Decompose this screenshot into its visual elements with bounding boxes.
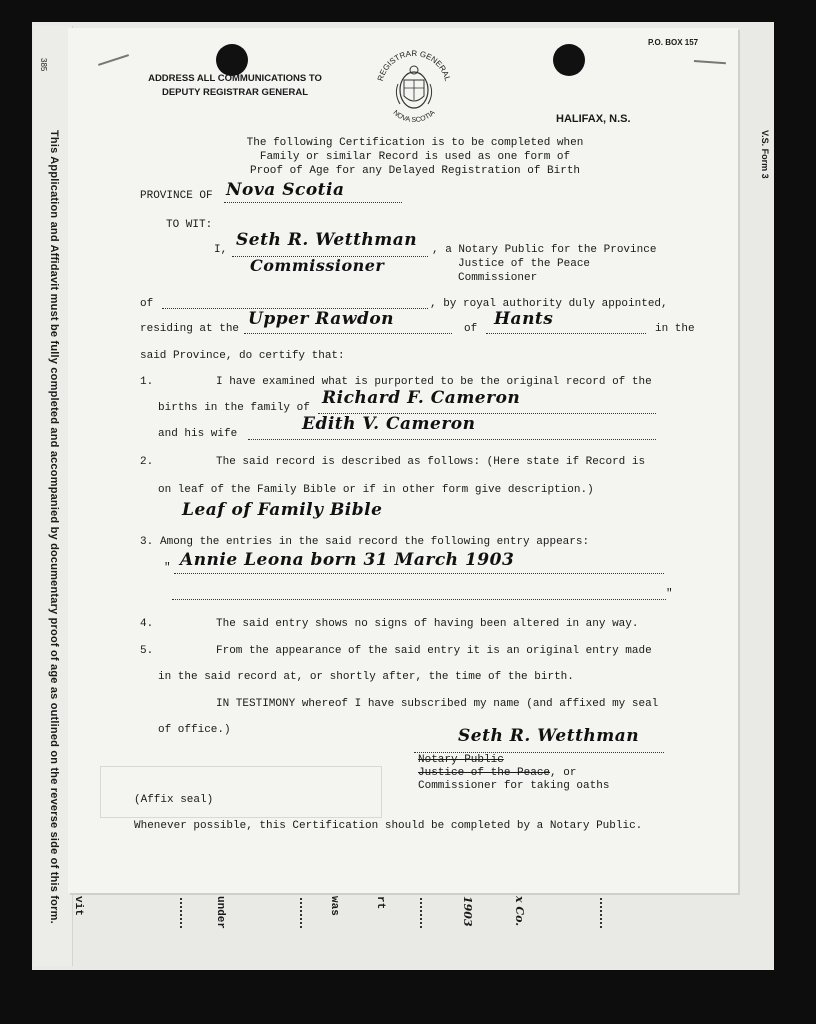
testimony-text: IN TESTIMONY whereof I have subscribed my name (and affixed my seal — [216, 698, 659, 710]
in-the-text: in the — [655, 323, 695, 335]
underlying-fragment: x Co. — [513, 896, 526, 927]
svg-text:NOVA SCOTIA — [392, 109, 437, 124]
province-line — [224, 202, 402, 203]
record-description: Leaf of Family Bible — [182, 500, 383, 520]
wife-label: and his wife — [158, 428, 238, 440]
authority-text: , by royal authority duly appointed, — [430, 298, 668, 310]
father-value: Richard F. Cameron — [322, 388, 521, 408]
underlying-fragment: 1903 — [461, 896, 474, 927]
wife-value: Edith V. Cameron — [302, 414, 476, 434]
entry-close-quote: " — [666, 588, 673, 600]
item-number: 3. — [140, 536, 154, 548]
po-box: P.O. BOX 157 — [648, 38, 699, 47]
item2-text: The said record is described as follows: (Here state if Record is — [216, 456, 646, 468]
underlying-dotted-mark — [300, 898, 308, 928]
of-label: of — [140, 298, 154, 310]
underlying-fragment: was — [328, 896, 340, 916]
item5-text: in the said record at, or shortly after, the time of the birth. — [158, 671, 574, 683]
underlying-dotted-mark — [600, 898, 608, 928]
show-through-text — [140, 116, 142, 125]
side-stamp-number: 385 — [39, 58, 48, 72]
intro-line: The following Certification is to be completed when — [246, 137, 584, 149]
intro-line: Family or similar Record is used as one form of — [259, 151, 571, 163]
punch-hole — [553, 44, 585, 76]
sig-title-commissioner: Commissioner for taking oaths — [418, 780, 610, 792]
side-instruction-note: This Application and Affidavit must be fully completed and accompanied by documentary proof of age as outlined on the reverse side of this form. — [48, 130, 60, 924]
residing-label: residing at the — [140, 323, 240, 335]
province-label: PROVINCE OF — [140, 190, 213, 202]
seal-bottom-text: NOVA SCOTIA — [391, 109, 437, 124]
intro-paragraph — [200, 136, 630, 178]
show-through-box — [100, 766, 382, 818]
registrar-seal-icon — [372, 44, 456, 128]
footer-note: Whenever possible, this Certification should be completed by a Notary Public. — [134, 820, 643, 832]
underlying-dotted-mark — [420, 898, 428, 928]
address-line: DEPUTY REGISTRAR GENERAL — [161, 87, 309, 98]
sig-title-suffix: , or — [550, 767, 577, 779]
item-number: 5. — [140, 645, 154, 657]
intro-line: Proof of Age for any Delayed Registration of Birth — [249, 165, 581, 177]
testimony-text: of office.) — [158, 724, 231, 736]
item2-text: on leaf of the Family Bible or if in other form give description.) — [158, 484, 594, 496]
affix-seal-label: (Affix seal) — [134, 794, 214, 806]
item4-text: The said entry shows no signs of having been altered in any way. — [216, 618, 639, 630]
role-line: Justice of the Peace — [458, 258, 591, 270]
underlying-dotted-mark — [180, 898, 188, 928]
sig-title-justice — [418, 767, 576, 779]
residing-value: Upper Rawdon — [248, 309, 395, 329]
item-number: 2. — [140, 456, 154, 468]
to-wit-label: TO WIT: — [166, 219, 213, 231]
role-line: Commissioner — [458, 272, 538, 284]
county-line — [486, 333, 646, 334]
official-title-handwritten: Commissioner — [250, 256, 385, 275]
underlying-fragment: under — [214, 896, 226, 930]
signature-line — [414, 752, 664, 753]
province-value: Nova Scotia — [226, 180, 345, 200]
item-number: 1. — [140, 376, 154, 388]
item5-text: From the appearance of the said entry it is an original entry made — [216, 645, 652, 657]
said-province-text: said Province, do certify that: — [140, 350, 345, 362]
of-label-2: of — [464, 323, 478, 335]
entry-open-quote: " — [164, 562, 171, 574]
underlying-fragment: vit — [72, 896, 84, 916]
city-header: HALIFAX, N.S. — [556, 113, 631, 125]
sig-title-notary: Notary Public — [418, 754, 504, 766]
county-value: Hants — [494, 309, 554, 329]
signature: Seth R. Wetthman — [458, 726, 640, 746]
address-line: ADDRESS ALL COMMUNICATIONS TO — [148, 73, 322, 84]
official-name-value: Seth R. Wetthman — [236, 230, 418, 250]
sig-title-justice-text: Justice of the Peace — [418, 767, 551, 779]
family-label: births in the family of — [158, 402, 310, 414]
seal-top-text: REGISTRAR GENERAL — [375, 48, 453, 83]
entry-line — [174, 573, 664, 574]
wife-line — [248, 439, 656, 440]
item-number: 4. — [140, 618, 154, 630]
entry-line-2 — [172, 599, 666, 600]
item1-text: I have examined what is purported to be the original record of the — [216, 376, 652, 388]
residing-line — [244, 333, 452, 334]
role-line: , a Notary Public for the Province — [432, 244, 657, 256]
item3-text: Among the entries in the said record the following entry appears: — [160, 536, 590, 548]
i-label: I, — [214, 244, 228, 256]
address-header — [140, 72, 330, 100]
form-code: V.S. Form 3 — [760, 130, 770, 179]
birth-entry-value: Annie Leona born 31 March 1903 — [180, 550, 515, 570]
underlying-fragment: rt — [374, 896, 386, 910]
